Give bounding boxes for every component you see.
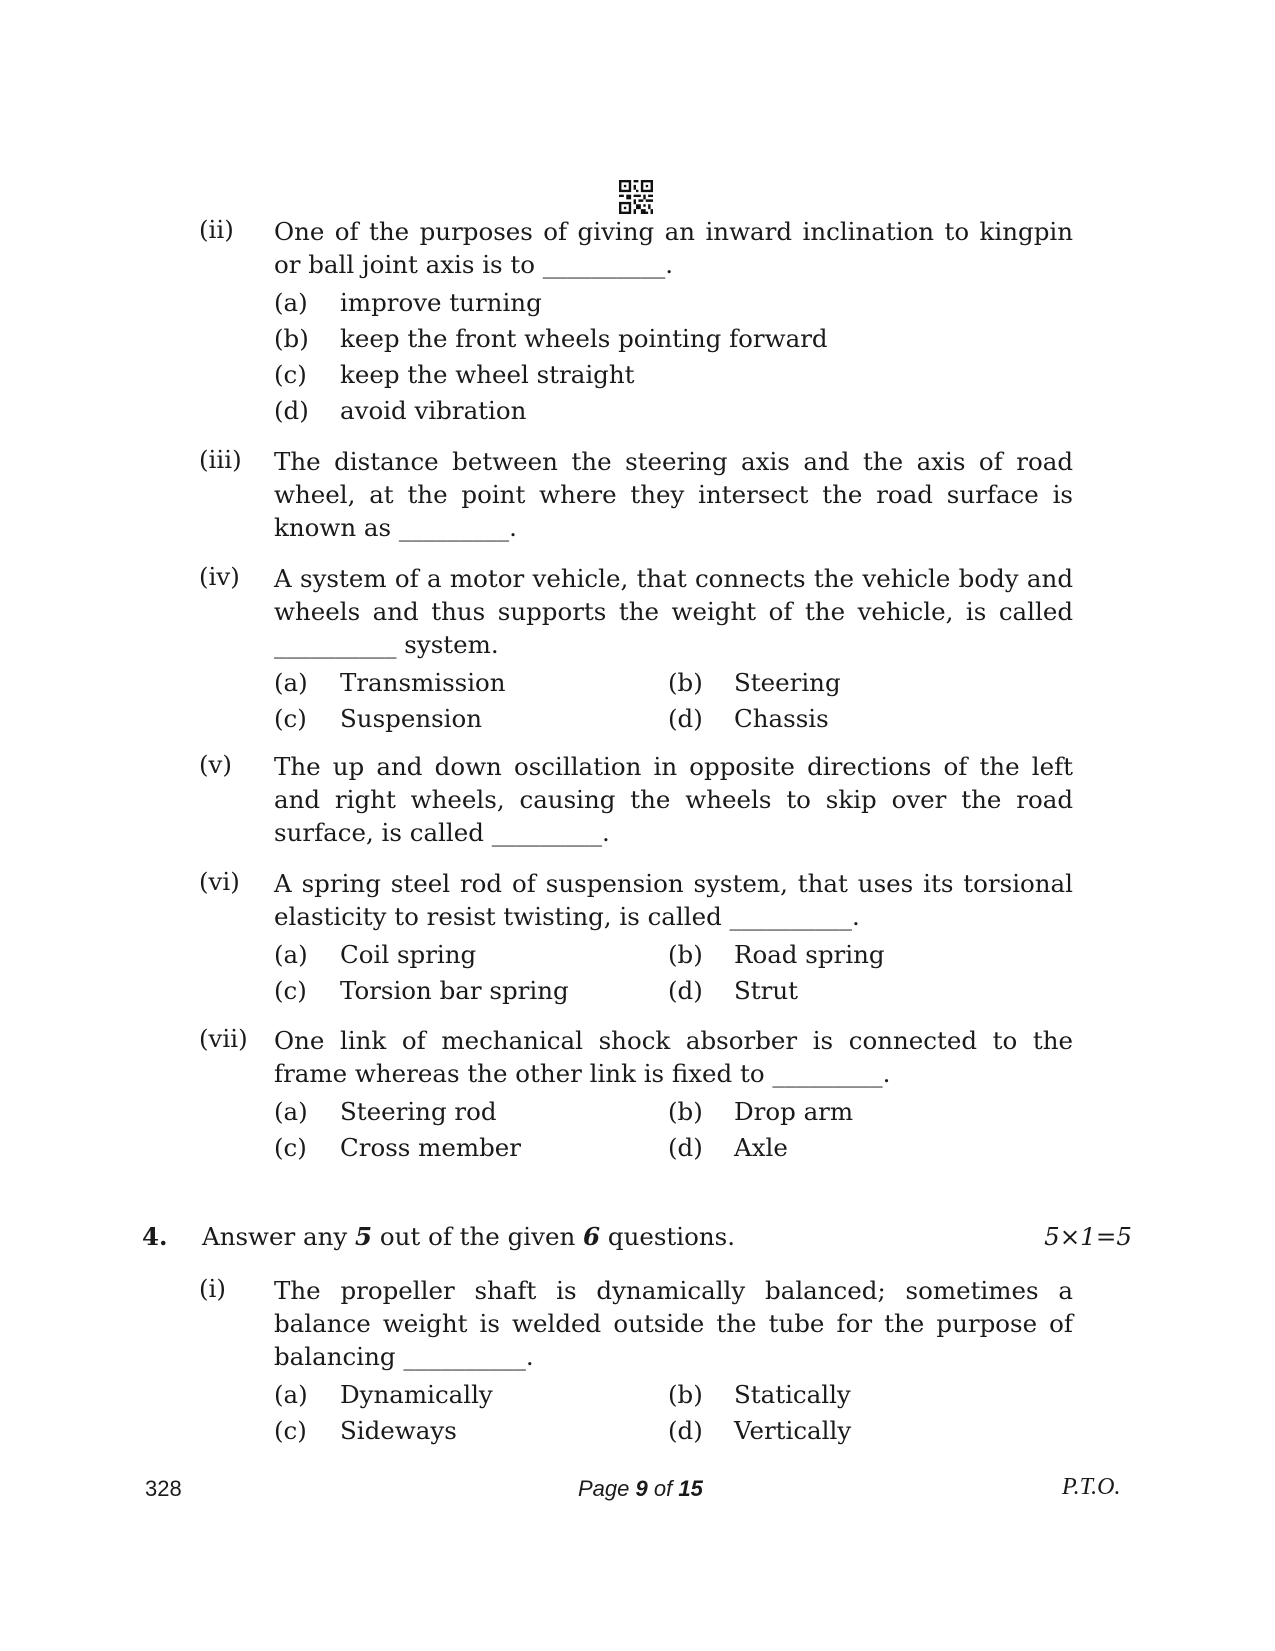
option-a: [274, 668, 668, 697]
option-label: (d): [668, 1415, 703, 1445]
option-text: Sideways: [340, 1415, 457, 1445]
option-label: (a): [274, 287, 308, 317]
question-text: The distance between the steering axis and the axis of road wheel, at the point where they intersect the road surface is known as _________.: [274, 447, 1073, 542]
option-text: Statically: [734, 1379, 851, 1409]
question-number: (iii): [199, 445, 242, 474]
option-label: (b): [668, 667, 703, 697]
question-iii: [199, 445, 1073, 544]
option-label: (a): [274, 1379, 308, 1409]
section-marks: 5×1=5: [1044, 1222, 1132, 1251]
option-label: (c): [274, 703, 307, 733]
option-text: Cross member: [340, 1132, 521, 1162]
instruction-middle: out of the given: [379, 1222, 576, 1251]
option-d: [668, 704, 1062, 733]
question-number: (vi): [199, 867, 240, 896]
paper-code: 328: [145, 1476, 182, 1501]
option-text: Vertically: [734, 1415, 852, 1445]
option-a: [274, 288, 668, 317]
option-text: Chassis: [734, 703, 829, 733]
option-d: [668, 976, 1062, 1005]
page-prefix: Page: [578, 1476, 630, 1501]
option-text: keep the front wheels pointing forward: [340, 323, 828, 353]
question-number: (v): [199, 750, 232, 779]
question-text: One of the purposes of giving an inward inclination to kingpin or ball joint axis is to __________.: [274, 217, 1073, 279]
section-4-header: [142, 1222, 1132, 1251]
question-text: A spring steel rod of suspension system, that uses its torsional elasticity to resist twisting, is called __________.: [274, 869, 1073, 931]
option-label: (b): [668, 1379, 703, 1409]
options-grid: [274, 936, 1073, 1008]
page-total: 15: [678, 1476, 703, 1501]
options-list: [274, 284, 1073, 428]
option-text: Transmission: [340, 667, 506, 697]
question-text: The propeller shaft is dynamically balanced; sometimes a balance weight is welded outside the tube for the purpose of balancing __________.: [274, 1276, 1073, 1371]
question-text: A system of a motor vehicle, that connects the vehicle body and wheels and thus supports the weight of the vehicle, is called __________ system.: [274, 564, 1073, 659]
question-v: [199, 750, 1073, 849]
option-label: (d): [668, 1132, 703, 1162]
option-text: Dynamically: [340, 1379, 493, 1409]
option-label: (b): [668, 939, 703, 969]
option-text: avoid vibration: [340, 395, 527, 425]
option-label: (a): [274, 1096, 308, 1126]
option-label: (b): [274, 323, 309, 353]
option-label: (c): [274, 1132, 307, 1162]
instruction-suffix: questions.: [607, 1222, 735, 1251]
question-ii: [199, 215, 1073, 428]
option-text: Torsion bar spring: [340, 975, 569, 1005]
option-label: (c): [274, 359, 307, 389]
section-instruction: [202, 1222, 1044, 1251]
options-grid: [274, 664, 1073, 736]
page-number: [578, 1476, 703, 1502]
option-text: Road spring: [734, 939, 885, 969]
option-text: Strut: [734, 975, 798, 1005]
option-text: improve turning: [340, 287, 542, 317]
instruction-total: 6: [583, 1222, 601, 1251]
option-b: [668, 1097, 1062, 1126]
option-c: [274, 704, 668, 733]
option-label: (c): [274, 975, 307, 1005]
option-c: [274, 1133, 668, 1162]
question-number: (vii): [199, 1024, 248, 1053]
option-label: (d): [668, 975, 703, 1005]
option-c: [274, 1416, 668, 1445]
option-c: [274, 360, 668, 389]
option-a: [274, 1380, 668, 1409]
question-number: (ii): [199, 215, 234, 244]
question-vi: [199, 867, 1073, 1008]
question-number: (i): [199, 1274, 226, 1303]
option-b: [668, 940, 1062, 969]
instruction-prefix: Answer any: [202, 1222, 348, 1251]
page-current: 9: [635, 1476, 648, 1501]
option-b: [274, 324, 828, 353]
options-grid: [274, 1376, 1073, 1448]
option-d: [274, 396, 668, 425]
option-text: Steering: [734, 667, 841, 697]
option-text: keep the wheel straight: [340, 359, 635, 389]
option-text: Suspension: [340, 703, 483, 733]
option-label: (a): [274, 939, 308, 969]
option-text: Steering rod: [340, 1096, 497, 1126]
option-label: (d): [668, 703, 703, 733]
option-b: [668, 668, 1062, 697]
qr-code-icon: [619, 180, 653, 214]
option-label: (d): [274, 395, 309, 425]
options-grid: [274, 1093, 1073, 1165]
option-text: Drop arm: [734, 1096, 854, 1126]
question-iv: [199, 562, 1073, 736]
option-d: [668, 1133, 1062, 1162]
option-text: Axle: [734, 1132, 788, 1162]
section-number: 4.: [142, 1222, 168, 1251]
option-b: [668, 1380, 1062, 1409]
pto-label: P.T.O.: [1062, 1474, 1121, 1500]
option-a: [274, 940, 668, 969]
option-label: (b): [668, 1096, 703, 1126]
instruction-count: 5: [355, 1222, 373, 1251]
option-label: (c): [274, 1415, 307, 1445]
option-a: [274, 1097, 668, 1126]
question-vii: [199, 1024, 1073, 1165]
option-c: [274, 976, 668, 1005]
question-4-i: [199, 1274, 1073, 1448]
page-of: of: [653, 1476, 673, 1501]
option-d: [668, 1416, 1062, 1445]
question-text: One link of mechanical shock absorber is connected to the frame whereas the other link is fixed to _________.: [274, 1026, 1073, 1088]
option-label: (a): [274, 667, 308, 697]
question-number: (iv): [199, 562, 240, 591]
option-text: Coil spring: [340, 939, 477, 969]
question-text: The up and down oscillation in opposite directions of the left and right wheels, causing the wheels to skip over the road surface, is called _________.: [274, 752, 1073, 847]
